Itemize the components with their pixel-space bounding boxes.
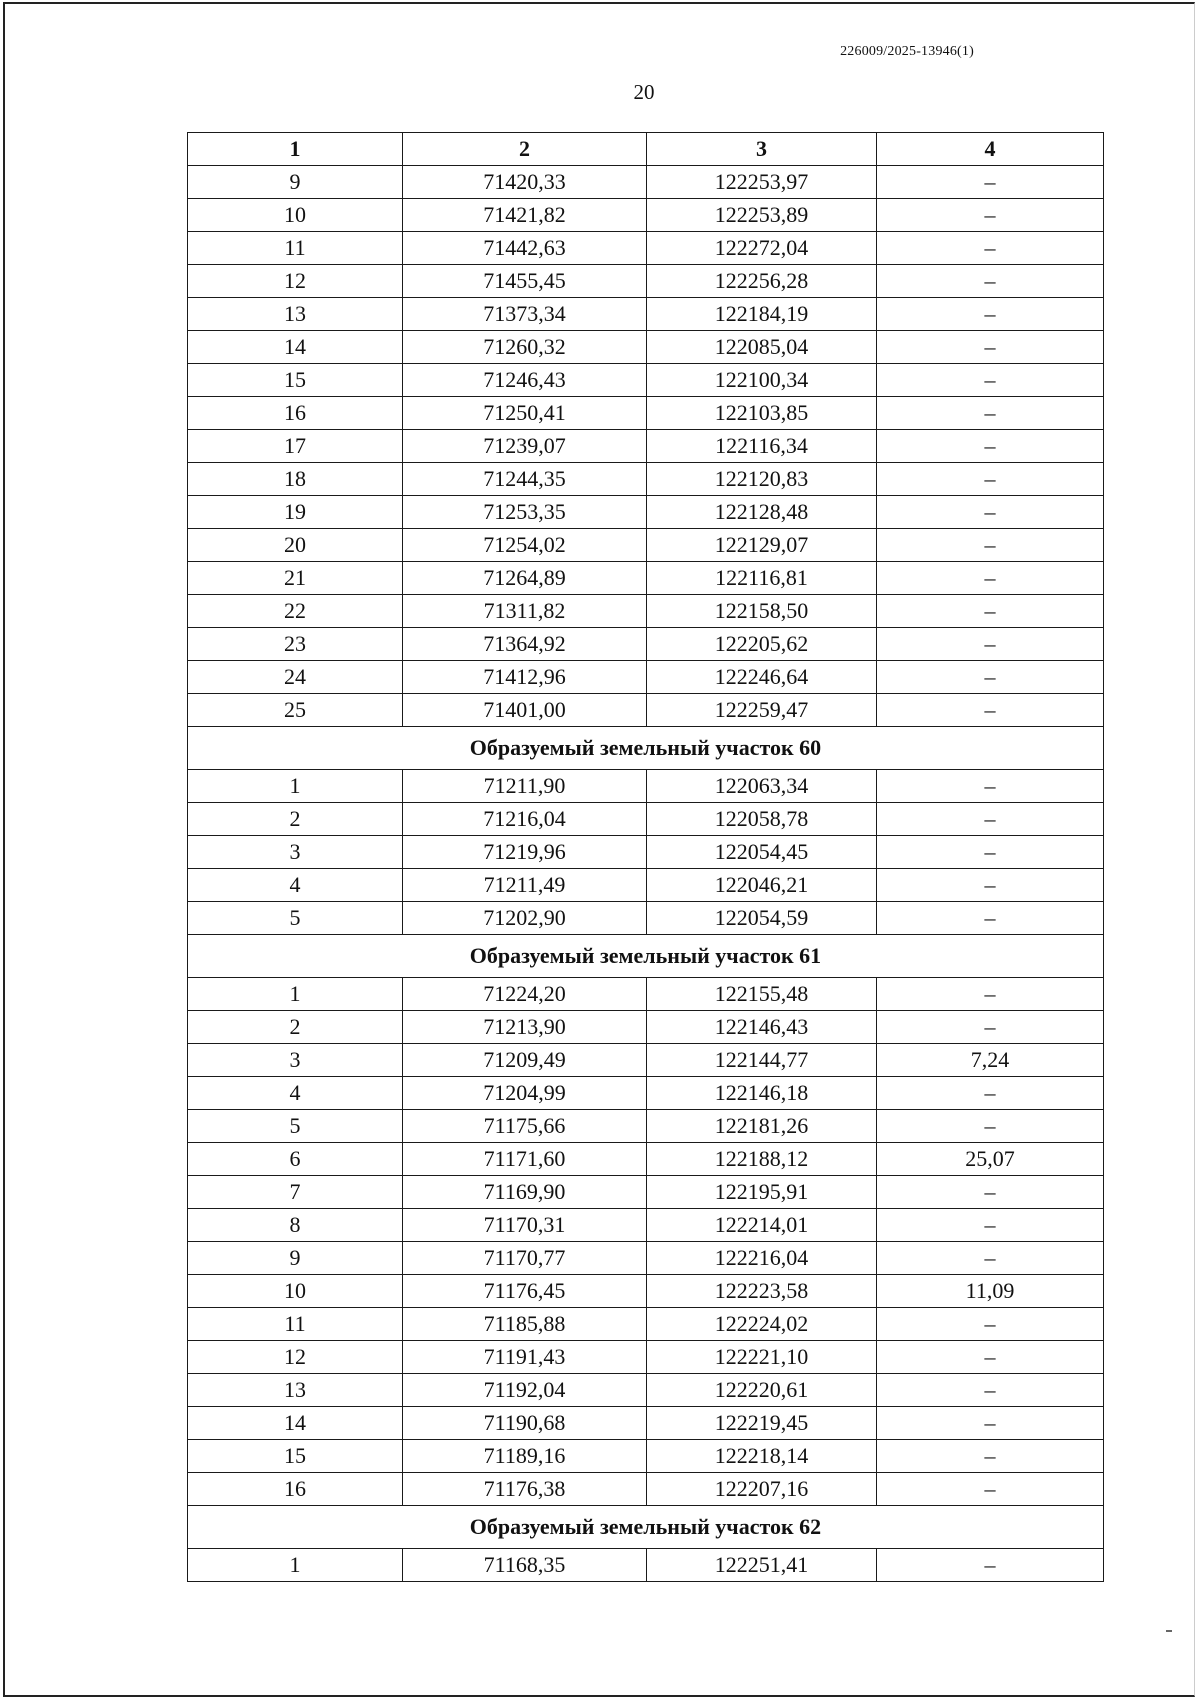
cell-radius: 25,07 <box>877 1143 1104 1176</box>
cell-point-number: 14 <box>188 1407 403 1440</box>
cell-radius: – <box>877 1473 1104 1506</box>
cell-point-number: 2 <box>188 1011 403 1044</box>
cell-radius: – <box>877 1308 1104 1341</box>
cell-x-coordinate: 71204,99 <box>403 1077 647 1110</box>
cell-radius: – <box>877 1242 1104 1275</box>
cell-y-coordinate: 122144,77 <box>647 1044 877 1077</box>
table-row <box>188 1011 1104 1044</box>
cell-point-number: 8 <box>188 1209 403 1242</box>
section-title: Образуемый земельный участок 60 <box>188 727 1104 770</box>
cell-x-coordinate: 71250,41 <box>403 397 647 430</box>
section-title: Образуемый земельный участок 61 <box>188 935 1104 978</box>
table-row <box>188 1308 1104 1341</box>
section-row <box>188 1506 1104 1549</box>
cell-y-coordinate: 122214,01 <box>647 1209 877 1242</box>
table-row <box>188 199 1104 232</box>
cell-point-number: 22 <box>188 595 403 628</box>
cell-y-coordinate: 122103,85 <box>647 397 877 430</box>
cell-x-coordinate: 71170,77 <box>403 1242 647 1275</box>
cell-point-number: 3 <box>188 1044 403 1077</box>
cell-point-number: 25 <box>188 694 403 727</box>
cell-y-coordinate: 122128,48 <box>647 496 877 529</box>
cell-point-number: 13 <box>188 298 403 331</box>
cell-x-coordinate: 71191,43 <box>403 1341 647 1374</box>
table-row <box>188 1110 1104 1143</box>
cell-radius: – <box>877 869 1104 902</box>
table-row <box>188 463 1104 496</box>
cell-point-number: 5 <box>188 1110 403 1143</box>
cell-radius: – <box>877 661 1104 694</box>
cell-y-coordinate: 122184,19 <box>647 298 877 331</box>
cell-radius: – <box>877 1440 1104 1473</box>
table-row <box>188 1473 1104 1506</box>
cell-point-number: 11 <box>188 1308 403 1341</box>
cell-y-coordinate: 122259,47 <box>647 694 877 727</box>
cell-point-number: 17 <box>188 430 403 463</box>
cell-y-coordinate: 122054,59 <box>647 902 877 935</box>
table-row <box>188 430 1104 463</box>
table-row <box>188 978 1104 1011</box>
cell-x-coordinate: 71176,45 <box>403 1275 647 1308</box>
table-row <box>188 397 1104 430</box>
table-body <box>188 166 1104 1582</box>
cell-point-number: 15 <box>188 364 403 397</box>
cell-x-coordinate: 71189,16 <box>403 1440 647 1473</box>
cell-x-coordinate: 71171,60 <box>403 1143 647 1176</box>
table-row <box>188 1143 1104 1176</box>
cell-radius: – <box>877 770 1104 803</box>
cell-point-number: 4 <box>188 869 403 902</box>
cell-radius: – <box>877 902 1104 935</box>
cell-radius: 7,24 <box>877 1044 1104 1077</box>
cell-radius: – <box>877 562 1104 595</box>
table-row <box>188 1242 1104 1275</box>
cell-point-number: 21 <box>188 562 403 595</box>
cell-x-coordinate: 71244,35 <box>403 463 647 496</box>
table-row <box>188 1275 1104 1308</box>
column-header-x: 2 <box>403 133 647 166</box>
cell-point-number: 16 <box>188 397 403 430</box>
cell-point-number: 12 <box>188 1341 403 1374</box>
cell-x-coordinate: 71264,89 <box>403 562 647 595</box>
section-title: Образуемый земельный участок 62 <box>188 1506 1104 1549</box>
section-row <box>188 935 1104 978</box>
cell-point-number: 11 <box>188 232 403 265</box>
cell-x-coordinate: 71455,45 <box>403 265 647 298</box>
cell-x-coordinate: 71190,68 <box>403 1407 647 1440</box>
cell-radius: – <box>877 628 1104 661</box>
cell-point-number: 15 <box>188 1440 403 1473</box>
cell-x-coordinate: 71364,92 <box>403 628 647 661</box>
cell-x-coordinate: 71246,43 <box>403 364 647 397</box>
cell-y-coordinate: 122085,04 <box>647 331 877 364</box>
cell-x-coordinate: 71412,96 <box>403 661 647 694</box>
cell-y-coordinate: 122246,64 <box>647 661 877 694</box>
cell-point-number: 2 <box>188 803 403 836</box>
table-row <box>188 1209 1104 1242</box>
cell-radius: – <box>877 595 1104 628</box>
cell-x-coordinate: 71170,31 <box>403 1209 647 1242</box>
table-row <box>188 661 1104 694</box>
page-number: 20 <box>633 80 655 104</box>
cell-radius: – <box>877 1011 1104 1044</box>
cell-x-coordinate: 71168,35 <box>403 1549 647 1582</box>
cell-y-coordinate: 122223,58 <box>647 1275 877 1308</box>
cell-radius: – <box>877 803 1104 836</box>
cell-x-coordinate: 71216,04 <box>403 803 647 836</box>
cell-radius: – <box>877 1077 1104 1110</box>
cell-y-coordinate: 122155,48 <box>647 978 877 1011</box>
cell-point-number: 7 <box>188 1176 403 1209</box>
cell-x-coordinate: 71219,96 <box>403 836 647 869</box>
cell-y-coordinate: 122256,28 <box>647 265 877 298</box>
cell-y-coordinate: 122272,04 <box>647 232 877 265</box>
cell-point-number: 5 <box>188 902 403 935</box>
cell-point-number: 9 <box>188 1242 403 1275</box>
cell-radius: – <box>877 232 1104 265</box>
cell-y-coordinate: 122188,12 <box>647 1143 877 1176</box>
cell-y-coordinate: 122221,10 <box>647 1341 877 1374</box>
table-row <box>188 232 1104 265</box>
column-header-y: 3 <box>647 133 877 166</box>
cell-x-coordinate: 71260,32 <box>403 331 647 364</box>
document-number: 226009/2025-13946(1) <box>840 44 974 59</box>
cell-radius: – <box>877 1341 1104 1374</box>
cell-x-coordinate: 71192,04 <box>403 1374 647 1407</box>
cell-point-number: 14 <box>188 331 403 364</box>
cell-y-coordinate: 122218,14 <box>647 1440 877 1473</box>
cell-radius: – <box>877 529 1104 562</box>
cell-x-coordinate: 71401,00 <box>403 694 647 727</box>
cell-x-coordinate: 71224,20 <box>403 978 647 1011</box>
cell-y-coordinate: 122251,41 <box>647 1549 877 1582</box>
table-row <box>188 529 1104 562</box>
cell-point-number: 13 <box>188 1374 403 1407</box>
cell-x-coordinate: 71254,02 <box>403 529 647 562</box>
cell-y-coordinate: 122063,34 <box>647 770 877 803</box>
cell-y-coordinate: 122216,04 <box>647 1242 877 1275</box>
cell-point-number: 18 <box>188 463 403 496</box>
cell-radius: – <box>877 298 1104 331</box>
cell-point-number: 10 <box>188 199 403 232</box>
cell-y-coordinate: 122220,61 <box>647 1374 877 1407</box>
cell-y-coordinate: 122146,43 <box>647 1011 877 1044</box>
cell-radius: – <box>877 1407 1104 1440</box>
table-row <box>188 298 1104 331</box>
cell-x-coordinate: 71311,82 <box>403 595 647 628</box>
cell-point-number: 19 <box>188 496 403 529</box>
cell-y-coordinate: 122181,26 <box>647 1110 877 1143</box>
table-row <box>188 902 1104 935</box>
cell-radius: – <box>877 1549 1104 1582</box>
cell-point-number: 12 <box>188 265 403 298</box>
cell-x-coordinate: 71442,63 <box>403 232 647 265</box>
table-row <box>188 265 1104 298</box>
cell-radius: – <box>877 199 1104 232</box>
cell-y-coordinate: 122046,21 <box>647 869 877 902</box>
table-row <box>188 496 1104 529</box>
cell-y-coordinate: 122224,02 <box>647 1308 877 1341</box>
cell-point-number: 1 <box>188 770 403 803</box>
cell-point-number: 23 <box>188 628 403 661</box>
cell-y-coordinate: 122116,34 <box>647 430 877 463</box>
cell-point-number: 24 <box>188 661 403 694</box>
cell-y-coordinate: 122116,81 <box>647 562 877 595</box>
cell-radius: – <box>877 836 1104 869</box>
cell-radius: – <box>877 430 1104 463</box>
cell-y-coordinate: 122100,34 <box>647 364 877 397</box>
cell-x-coordinate: 71211,49 <box>403 869 647 902</box>
cell-y-coordinate: 122253,89 <box>647 199 877 232</box>
cell-radius: 11,09 <box>877 1275 1104 1308</box>
cell-x-coordinate: 71421,82 <box>403 199 647 232</box>
cell-radius: – <box>877 1209 1104 1242</box>
table-row <box>188 869 1104 902</box>
table-row <box>188 803 1104 836</box>
table-row <box>188 1374 1104 1407</box>
table-header-row <box>188 133 1104 166</box>
column-header-point: 1 <box>188 133 403 166</box>
cell-x-coordinate: 71185,88 <box>403 1308 647 1341</box>
cell-radius: – <box>877 166 1104 199</box>
cell-radius: – <box>877 331 1104 364</box>
cell-y-coordinate: 122219,45 <box>647 1407 877 1440</box>
table-row <box>188 562 1104 595</box>
coordinates-table <box>187 132 1104 1582</box>
cell-x-coordinate: 71213,90 <box>403 1011 647 1044</box>
cell-x-coordinate: 71420,33 <box>403 166 647 199</box>
cell-radius: – <box>877 1374 1104 1407</box>
table-row <box>188 364 1104 397</box>
cell-point-number: 1 <box>188 1549 403 1582</box>
cell-y-coordinate: 122146,18 <box>647 1077 877 1110</box>
cell-y-coordinate: 122207,16 <box>647 1473 877 1506</box>
cell-y-coordinate: 122195,91 <box>647 1176 877 1209</box>
table-row <box>188 770 1104 803</box>
cell-x-coordinate: 71176,38 <box>403 1473 647 1506</box>
table-row <box>188 1341 1104 1374</box>
cell-radius: – <box>877 265 1104 298</box>
cell-x-coordinate: 71211,90 <box>403 770 647 803</box>
section-row <box>188 727 1104 770</box>
table-row <box>188 1044 1104 1077</box>
cell-radius: – <box>877 1110 1104 1143</box>
cell-radius: – <box>877 463 1104 496</box>
cell-x-coordinate: 71253,35 <box>403 496 647 529</box>
table-row <box>188 694 1104 727</box>
cell-x-coordinate: 71169,90 <box>403 1176 647 1209</box>
cell-x-coordinate: 71209,49 <box>403 1044 647 1077</box>
cell-radius: – <box>877 1176 1104 1209</box>
cell-radius: – <box>877 978 1104 1011</box>
cell-radius: – <box>877 694 1104 727</box>
cell-y-coordinate: 122129,07 <box>647 529 877 562</box>
cell-y-coordinate: 122120,83 <box>647 463 877 496</box>
table-row <box>188 166 1104 199</box>
cell-point-number: 10 <box>188 1275 403 1308</box>
table-row <box>188 628 1104 661</box>
cell-x-coordinate: 71373,34 <box>403 298 647 331</box>
cell-point-number: 20 <box>188 529 403 562</box>
cell-point-number: 6 <box>188 1143 403 1176</box>
table-row <box>188 836 1104 869</box>
cell-y-coordinate: 122158,50 <box>647 595 877 628</box>
table-row <box>188 1440 1104 1473</box>
cell-x-coordinate: 71175,66 <box>403 1110 647 1143</box>
table-row <box>188 1077 1104 1110</box>
cell-x-coordinate: 71202,90 <box>403 902 647 935</box>
table-row <box>188 1176 1104 1209</box>
scan-mark <box>1166 1630 1172 1632</box>
cell-y-coordinate: 122205,62 <box>647 628 877 661</box>
table-row <box>188 1549 1104 1582</box>
cell-radius: – <box>877 397 1104 430</box>
cell-radius: – <box>877 496 1104 529</box>
table-row <box>188 1407 1104 1440</box>
cell-point-number: 9 <box>188 166 403 199</box>
cell-point-number: 1 <box>188 978 403 1011</box>
cell-radius: – <box>877 364 1104 397</box>
cell-point-number: 4 <box>188 1077 403 1110</box>
cell-y-coordinate: 122253,97 <box>647 166 877 199</box>
table-row <box>188 331 1104 364</box>
table-row <box>188 595 1104 628</box>
cell-y-coordinate: 122058,78 <box>647 803 877 836</box>
cell-y-coordinate: 122054,45 <box>647 836 877 869</box>
column-header-radius: 4 <box>877 133 1104 166</box>
cell-x-coordinate: 71239,07 <box>403 430 647 463</box>
cell-point-number: 16 <box>188 1473 403 1506</box>
cell-point-number: 3 <box>188 836 403 869</box>
